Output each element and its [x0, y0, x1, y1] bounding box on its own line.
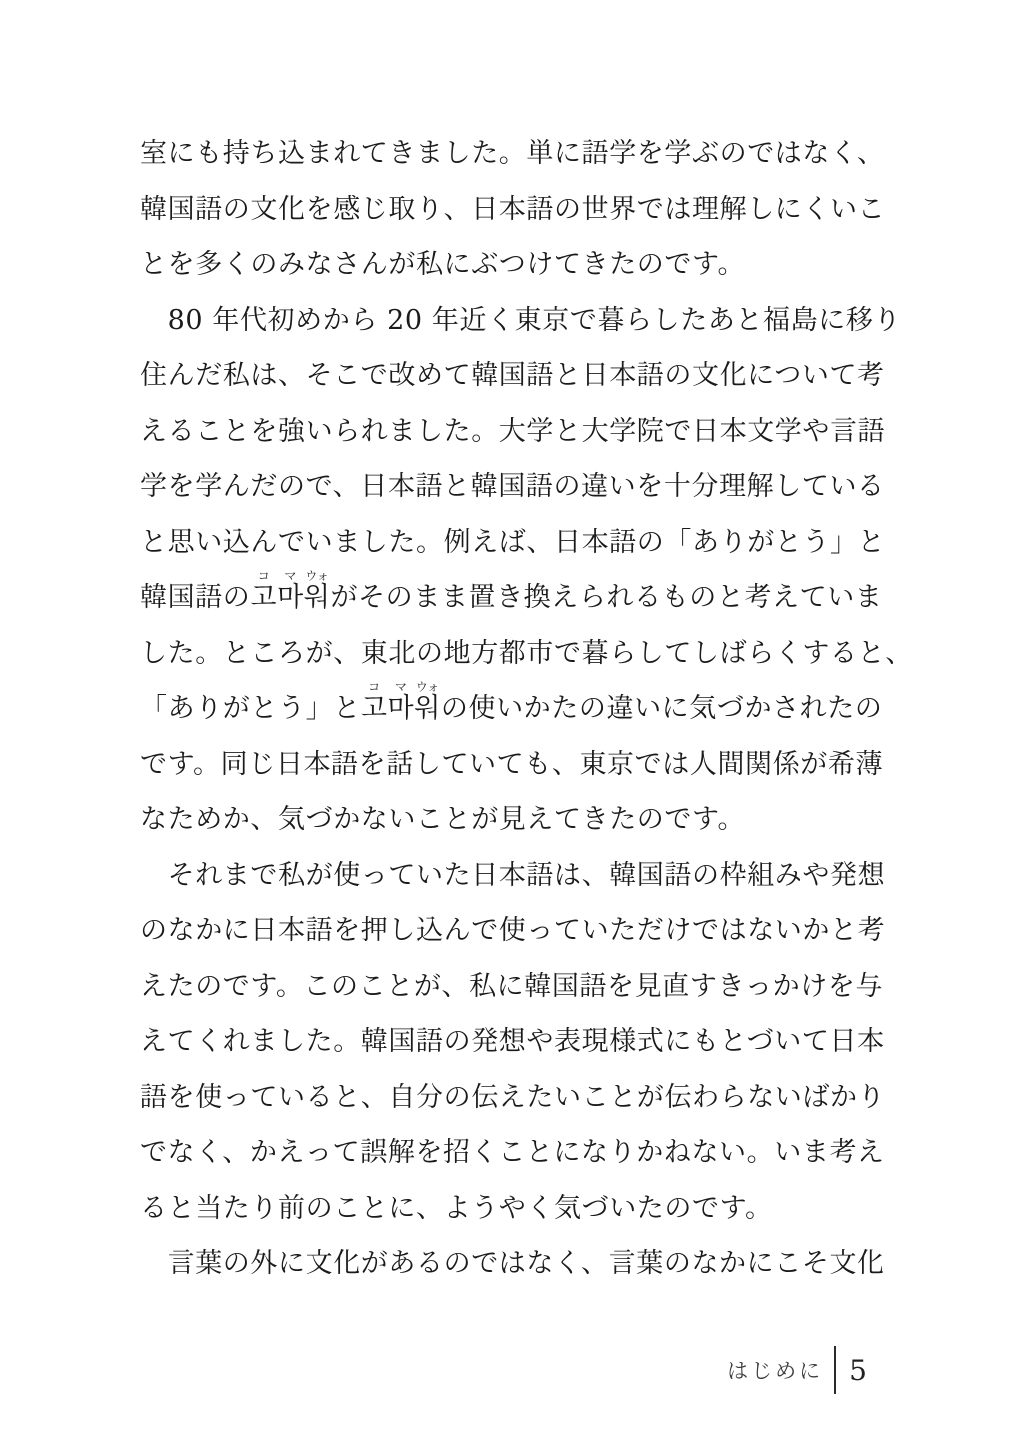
ruby-text: マ	[284, 569, 297, 583]
text-line	[140, 1014, 902, 1070]
text-line	[140, 681, 902, 737]
text-run: 韓国語の文化を感じ取り、日本語の世界では理解しにくいこ	[140, 193, 886, 225]
text-line	[140, 737, 902, 793]
text-run: 80 年代初めから 20 年近く東京で暮らしたあと福島に移り	[140, 304, 902, 336]
text-run: えたのです。このことが、私に韓国語を見直すきっかけを与	[140, 970, 884, 1002]
text-line	[140, 1125, 902, 1181]
text-line	[140, 293, 902, 349]
ruby-text: コ	[368, 680, 381, 694]
text-run: でなく、かえって誤解を招くことになりかねない。いま考え	[140, 1137, 885, 1168]
text-run: えてくれました。韓国語の発想や表現様式にもとづいて日本	[140, 1026, 885, 1057]
ruby-text: マ	[394, 680, 407, 694]
text-run: と思い込んでいました。例えば、日本語の「ありがとう」と	[140, 526, 886, 558]
text-run: えることを強いられました。大学と大学院で日本文学や言語	[140, 415, 886, 447]
ruby-annotated-char: マ 마	[277, 569, 304, 613]
text-line	[140, 182, 902, 238]
text-line	[140, 515, 902, 571]
text-line	[140, 404, 902, 460]
text-line	[140, 459, 902, 515]
text-run: ると当たり前のことに、ようやく気づいたのです。	[140, 1192, 773, 1224]
ruby-text: コ	[257, 569, 270, 583]
text-line	[140, 959, 902, 1015]
page-footer	[727, 1346, 867, 1394]
text-run: 「ありがとう」と	[140, 693, 361, 724]
ruby-annotated-char: ウォ 워	[414, 680, 441, 724]
footer-page-number: 5	[849, 1353, 867, 1387]
text-run: 室にも持ち込まれてきました。単に語学を学ぶのではなく、	[140, 138, 885, 169]
text-line	[140, 626, 913, 682]
text-line	[140, 570, 902, 626]
text-run: がそのまま置き換えられるものと考えていま	[330, 582, 883, 613]
text-run: の使いかたの違いに気づかされたの	[440, 693, 883, 724]
footer-divider	[834, 1346, 836, 1394]
text-run: のなかに日本語を押し込んで使っていただけではないかと考	[140, 915, 886, 946]
text-run: です。同じ日本語を話していても、東京では人間関係が希薄	[140, 748, 884, 780]
text-run: 語を使っていると、自分の伝えたいことが伝わらないばかり	[140, 1081, 886, 1113]
text-line	[140, 1236, 902, 1292]
ruby-annotated-char: コ 고	[250, 569, 278, 613]
text-run: 学を学んだので、日本語と韓国語の違いを十分理解している	[140, 471, 885, 502]
ruby-annotated-char: ウォ 워	[303, 569, 331, 613]
ruby-annotated-char: マ 마	[387, 680, 415, 724]
text-run: それまで私が使っていた日本語は、韓国語の枠組みや発想	[140, 859, 886, 891]
ruby-text: ウォ	[415, 680, 440, 694]
ruby-annotated-char: コ 고	[360, 680, 388, 724]
text-line	[140, 237, 902, 293]
text-line	[140, 126, 902, 182]
text-block	[140, 126, 913, 1292]
text-line	[140, 1070, 902, 1126]
text-line	[140, 1181, 902, 1237]
text-line	[140, 348, 902, 404]
text-run: 住んだ私は、そこで改めて韓国語と日本語の文化について考	[140, 360, 885, 391]
ruby-text: ウォ	[305, 569, 329, 583]
text-line	[140, 848, 902, 904]
text-run: なためか、気づかないことが見えてきたのです。	[140, 804, 746, 835]
text-run: 言葉の外に文化があるのではなく、言葉のなかにこそ文化	[140, 1248, 885, 1279]
footer-section-label: はじめに	[727, 1359, 824, 1383]
text-run: 韓国語の	[140, 582, 251, 613]
text-run: とを多くのみなさんが私にぶつけてきたのです。	[140, 249, 746, 280]
text-line	[140, 903, 902, 959]
text-run: した。ところが、東北の地方都市で暮らしてしばらくすると、	[140, 637, 913, 669]
text-line	[140, 792, 902, 848]
